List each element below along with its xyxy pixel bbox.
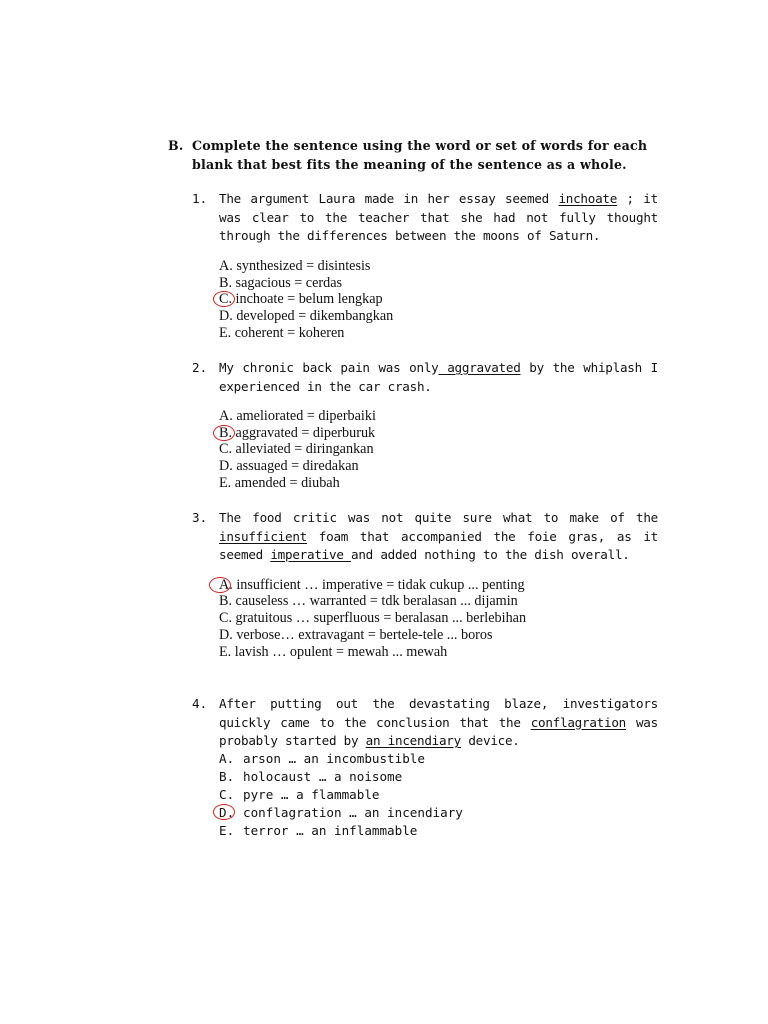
question-number: 3. <box>192 510 208 525</box>
question-number: 4. <box>192 696 208 711</box>
underlined-answer: insufficient <box>219 528 307 544</box>
underlined-answer: conflagration <box>530 714 627 730</box>
question-text: After putting out the devastating blaze, investigators quickly came to the conclusion that the conflagration was probably started by an incendiary device. <box>219 696 658 748</box>
underlined-answer: imperative <box>270 547 351 562</box>
question-text: My chronic back pain was only aggravated by the whiplash I experienced in the car crash. <box>219 360 658 394</box>
option-c: C. gratuitous … superfluous = beralasan ... berlebihan <box>219 610 527 626</box>
option-c: C. alleviated = diringankan <box>219 441 374 457</box>
option-e: E. coherent = koheren <box>219 325 345 341</box>
option-d: D. developed = dikembangkan <box>219 308 394 324</box>
section-instruction: Complete the sentence using the word or set of words for each blank that best fits the meaning of the sentence as a whole. <box>192 138 648 172</box>
question-text: The food critic was not quite sure what to make of the insufficient foam that accompanied the foie gras, as it seemed imperative and added nothing to the dish overall. <box>219 510 658 562</box>
option-e: E. terror … an inflammable <box>219 823 418 838</box>
section-letter: B. <box>168 138 184 153</box>
answer-circle-mark <box>209 577 231 593</box>
underlined-answer: inchoate <box>558 191 618 206</box>
option-b: B. holocaust … a noisome <box>219 769 403 784</box>
option-c: C. pyre … a flammable <box>219 787 380 802</box>
option-b: B. aggravated = diperburuk <box>219 425 376 441</box>
question-number: 1. <box>192 191 208 206</box>
option-e: E. lavish … opulent = mewah ... mewah <box>219 644 448 660</box>
option-a: A. insufficient … imperative = tidak cukup ... penting <box>219 577 525 593</box>
question-text: The argument Laura made in her essay seemed inchoate ; it was clear to the teacher that she had not fully thought through the differences between the moons of Saturn. <box>219 191 658 243</box>
option-b: B. causeless … warranted = tdk beralasan ... dijamin <box>219 593 518 609</box>
underlined-answer: an incendiary <box>365 733 461 748</box>
option-d: D. conflagration … an incendiary <box>219 805 463 820</box>
answer-circle-mark <box>213 425 235 441</box>
option-d: D. assuaged = diredakan <box>219 458 359 474</box>
option-a: A. arson … an incombustible <box>219 751 425 766</box>
answer-circle-mark <box>213 291 235 307</box>
option-b: B. sagacious = cerdas <box>219 275 343 291</box>
answer-circle-mark <box>213 804 235 820</box>
underlined-answer: aggravated <box>438 360 521 375</box>
option-a: A. synthesized = disintesis <box>219 258 371 274</box>
question-number: 2. <box>192 360 208 375</box>
option-c: C. inchoate = belum lengkap <box>219 291 383 307</box>
option-a: A. ameliorated = diperbaiki <box>219 408 376 424</box>
option-e: E. amended = diubah <box>219 475 340 491</box>
option-d: D. verbose… extravagant = bertele-tele ... boros <box>219 627 493 643</box>
